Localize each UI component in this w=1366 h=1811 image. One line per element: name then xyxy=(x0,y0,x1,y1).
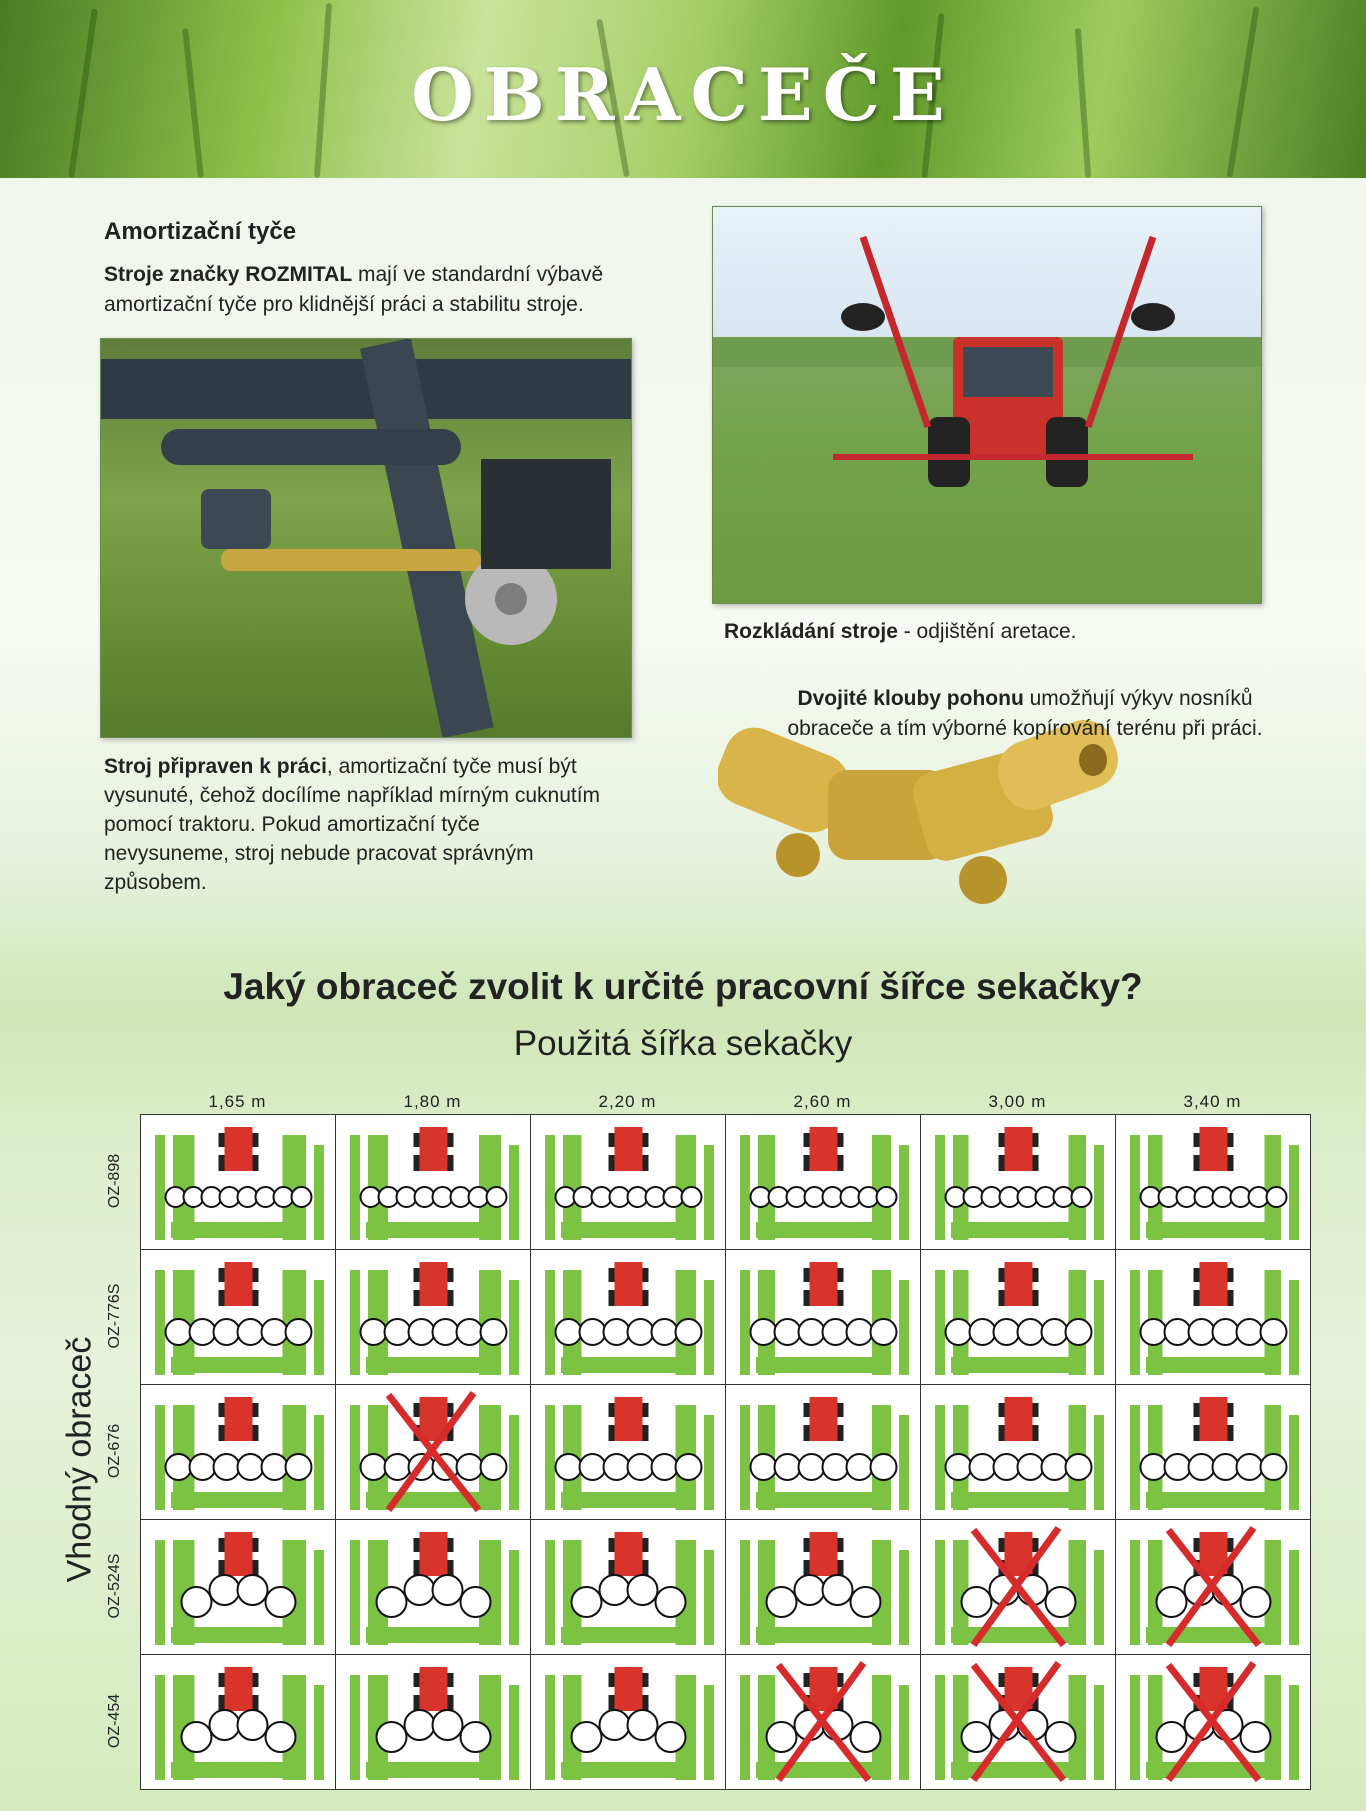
question-title: Jaký obraceč zvolit k určité pracovní šířce sekačky? xyxy=(223,966,1143,1007)
cell-suitable xyxy=(335,1114,531,1250)
hitch-photo xyxy=(100,338,632,738)
cell-suitable xyxy=(920,1249,1116,1385)
cell-unsuitable xyxy=(920,1519,1116,1655)
klouby-body: umožňují výkyv nosníků obraceče a tím výborné kopírování terénu při práci. xyxy=(787,687,1263,740)
cell-suitable xyxy=(140,1654,336,1790)
column-header: 1,65 m xyxy=(208,1092,267,1111)
column-header: 2,60 m xyxy=(793,1092,852,1111)
tractor-photo xyxy=(712,206,1262,604)
cell-suitable xyxy=(1115,1384,1311,1520)
cell-suitable xyxy=(725,1249,921,1385)
cell-suitable xyxy=(725,1519,921,1655)
row-model-label: OZ-898 xyxy=(106,1153,123,1208)
amortizace-heading: Amortizační tyče xyxy=(104,218,297,245)
cell-unsuitable xyxy=(335,1384,531,1520)
cell-suitable xyxy=(140,1114,336,1250)
cell-suitable xyxy=(1115,1249,1311,1385)
cell-suitable xyxy=(530,1384,726,1520)
cell-suitable xyxy=(920,1114,1116,1250)
column-header: 3,40 m xyxy=(1183,1092,1242,1111)
cell-suitable xyxy=(140,1519,336,1655)
row-model-label: OZ-454 xyxy=(106,1693,123,1748)
cell-unsuitable xyxy=(1115,1654,1311,1790)
amortizace-brand: Stroje značky ROZMITAL xyxy=(104,263,353,286)
cell-suitable xyxy=(140,1249,336,1385)
cell-suitable xyxy=(530,1519,726,1655)
column-header: 1,80 m xyxy=(403,1092,462,1111)
stroj-body: , amortizační tyče musí být vysunuté, čehož docílíme například mírným cuknutím pomocí traktoru. Pokud amortizační tyče nevysuneme, stroj nebude pracovat správným způsobem. xyxy=(104,755,601,894)
cell-suitable xyxy=(530,1249,726,1385)
amortizace-body: mají ve standardní výbavě amortizační tyče pro klidnější práci a stabilitu stroje. xyxy=(104,263,604,316)
cell-suitable xyxy=(335,1249,531,1385)
page-title: OBRACEČE xyxy=(411,52,955,137)
row-model-label: OZ-776S xyxy=(106,1283,123,1348)
stroj-lead: Stroj připraven k práci xyxy=(104,755,327,778)
cell-suitable xyxy=(725,1384,921,1520)
cell-suitable xyxy=(140,1384,336,1520)
column-header: 2,20 m xyxy=(598,1092,657,1111)
row-model-label: OZ-524S xyxy=(106,1553,123,1618)
cell-suitable xyxy=(725,1114,921,1250)
cell-suitable xyxy=(335,1654,531,1790)
rozkladani-body: - odjištění aretace. xyxy=(897,620,1077,643)
cell-suitable xyxy=(530,1654,726,1790)
amortizace-text xyxy=(104,260,664,320)
cell-suitable xyxy=(530,1114,726,1250)
klouby-lead: Dvojité klouby pohonu xyxy=(797,687,1024,710)
cell-suitable xyxy=(1115,1114,1311,1250)
rozkladani-lead: Rozkládání stroje xyxy=(724,620,898,643)
cell-unsuitable xyxy=(1115,1519,1311,1655)
cell-unsuitable xyxy=(725,1654,921,1790)
klouby-text xyxy=(770,684,1280,744)
rozkladani-caption xyxy=(724,620,1076,644)
row-model-label: OZ-676 xyxy=(106,1423,123,1478)
question-subtitle: Použitá šířka sekačky xyxy=(513,1024,853,1063)
cell-suitable xyxy=(335,1519,531,1655)
cell-unsuitable xyxy=(920,1654,1116,1790)
column-header: 3,00 m xyxy=(988,1092,1047,1111)
cell-suitable xyxy=(920,1384,1116,1520)
row-axis-label: Vhodný obraceč xyxy=(60,1336,99,1583)
stroj-text xyxy=(104,752,604,897)
